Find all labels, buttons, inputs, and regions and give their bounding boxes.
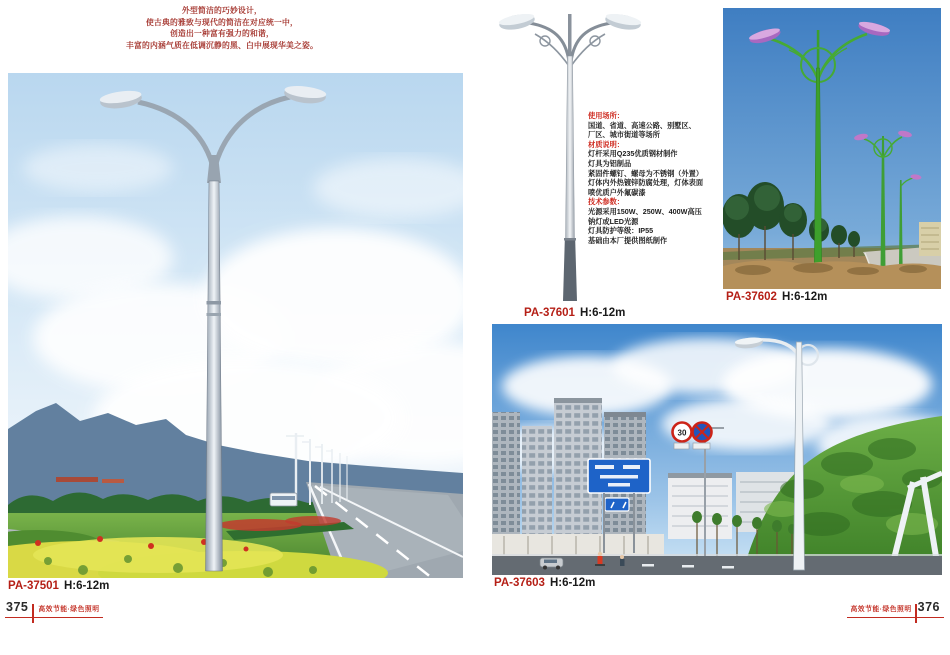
intro-line: 创造出一种富有强力的和谐，: [170, 29, 274, 39]
footer-divider: [915, 604, 917, 623]
footer-left: [5, 599, 103, 618]
spec-line: 钠灯或LED光源: [588, 216, 639, 226]
spec-line: 厂区、城市街道等场所: [588, 130, 660, 140]
footer-right: [847, 599, 945, 618]
spec-line: 基础由本厂提供图纸制作: [588, 235, 668, 245]
product-code: PA-37602: [726, 291, 777, 303]
intro-line: 使古典的雅致与现代的简洁在对应统一中，: [146, 17, 298, 27]
spec-line: 灯具为铝制品: [588, 158, 632, 168]
spec-material-title: 材质说明：: [588, 139, 624, 149]
footer-slogan-left: 高效节能·绿色照明: [34, 603, 102, 618]
spec-tech-title: 技术参数：: [588, 197, 624, 207]
spec-line: 灯具防护等级：IP55: [588, 226, 654, 236]
speed-limit-text: 30: [677, 428, 687, 438]
product-code: PA-37603: [494, 577, 545, 589]
caption-pa-37602: [726, 291, 827, 303]
intro-line: 丰富的内涵气质在低调沉静的黑、白中展现华美之姿。: [126, 40, 318, 50]
caption-pa-37603: [494, 577, 595, 589]
spec-block: [588, 111, 720, 245]
photo-pa-37501: [8, 73, 463, 578]
photo-pa-37603: [492, 324, 942, 575]
spec-line: 光源采用150W、250W、400W高压: [588, 206, 702, 216]
spec-line: 灯体内外热镀锌防腐处理，灯体表面: [588, 178, 704, 188]
footer-slogan-right: 高效节能·绿色照明: [847, 603, 915, 618]
spec-line: 国道、省道、高速公路、别墅区、: [588, 120, 696, 130]
spec-line: 灯杆采用Q235优质钢材制作: [588, 149, 678, 159]
street-lamp-road-illustration: [8, 73, 463, 578]
spec-line: 紧固件螺钉、螺母为不锈钢（外置）: [588, 168, 704, 178]
intro-line: 外型简洁的巧妙设计，: [182, 6, 262, 15]
green-lamp-road-illustration: [723, 8, 941, 289]
spec-usage-title: 使用场所：: [588, 111, 624, 120]
product-code: PA-37501: [8, 580, 59, 592]
product-code: PA-37601: [524, 307, 575, 319]
page-number-right: 376: [917, 600, 944, 618]
photo-pa-37602: [723, 8, 941, 289]
product-height: H:6-12m: [781, 291, 828, 303]
page-number-left: 375: [5, 600, 32, 618]
caption-pa-37501: [8, 580, 109, 592]
city-street-lamp-illustration: [492, 324, 942, 575]
product-height: H:6-12m: [549, 577, 596, 589]
intro-paragraph: [126, 5, 318, 51]
footer-divider: [32, 604, 34, 623]
caption-pa-37601: [524, 307, 625, 319]
product-height: H:6-12m: [63, 580, 110, 592]
product-height: H:6-12m: [579, 307, 626, 319]
spec-line: 喷优质户外氟碳漆: [588, 187, 646, 197]
